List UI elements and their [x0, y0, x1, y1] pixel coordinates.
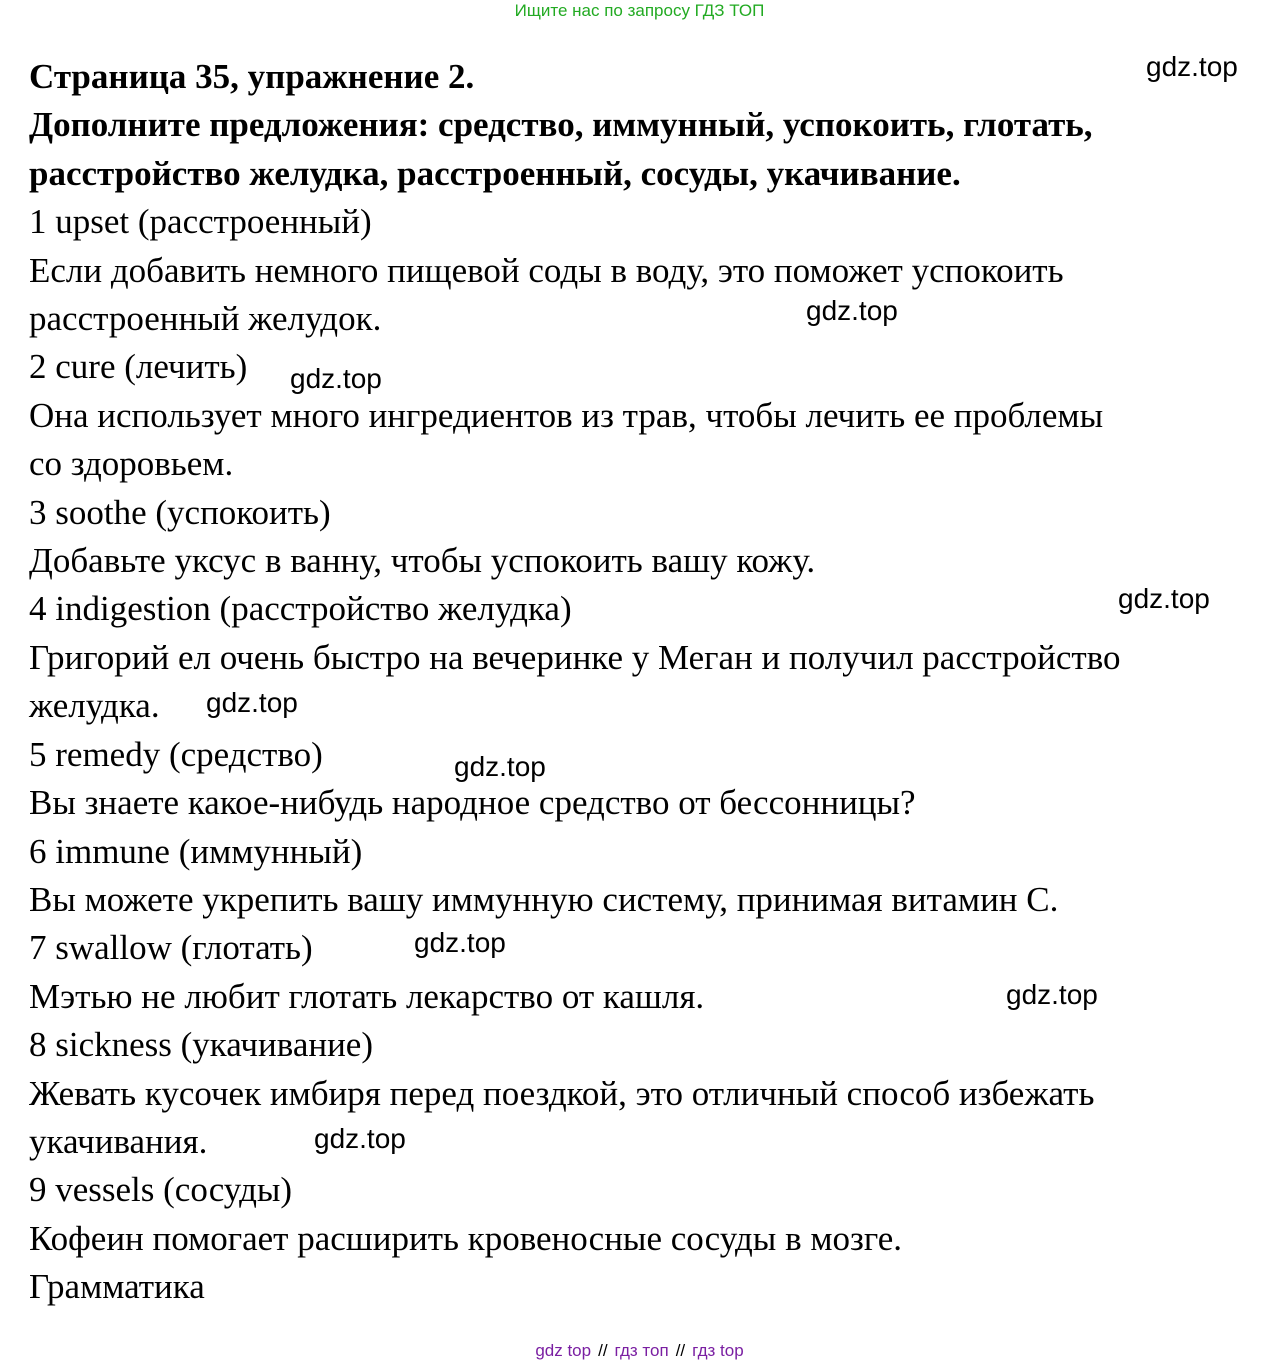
item-9-heading: 9 vessels (сосуды)	[29, 1170, 293, 1210]
page-title: Страница 35, упражнение 2.	[29, 57, 475, 96]
item-6-heading: 6 immune (иммунный)	[29, 831, 363, 871]
item-9-sentence-line-1: Кофеин помогает расширить кровеносные сосуды в мозге.	[29, 1218, 903, 1258]
item-7-heading: 7 swallow (глотать)	[29, 928, 313, 968]
footer-link-gdz-top-ru[interactable]: гдз топ	[614, 1341, 669, 1360]
watermark: gdz.top	[290, 363, 382, 394]
item-4-sentence-line-1: Григорий ел очень быстро на вечеринке у Меган и получил расстройство	[29, 637, 1121, 677]
item-3-heading: 3 soothe (успокоить)	[29, 492, 331, 532]
task-instruction-line-2: расстройство желудка, расстроенный, сосуды, укачивание.	[29, 153, 961, 193]
item-4-heading: 4 indigestion (расстройство желудка)	[29, 589, 572, 629]
item-2-sentence-line-2: со здоровьем.	[29, 444, 234, 484]
footer-link-gdz-top-mixed[interactable]: гдз top	[692, 1341, 744, 1360]
footer-separator: //	[598, 1341, 608, 1360]
item-1-heading: 1 upset (расстроенный)	[29, 202, 372, 242]
item-1-sentence-line-2: расстроенный желудок.	[29, 299, 382, 339]
item-2-sentence-line-1: Она использует много ингредиентов из трав, чтобы лечить ее проблемы	[29, 395, 1104, 435]
watermark: gdz.top	[1006, 979, 1098, 1010]
item-5-heading: 5 remedy (средство)	[29, 734, 323, 774]
item-8-heading: 8 sickness (укачивание)	[29, 1025, 374, 1065]
watermark: gdz.top	[414, 927, 506, 958]
top-banner	[0, 1, 1279, 21]
watermark: gdz.top	[806, 295, 898, 326]
item-7-sentence-line-1: Мэтью не любит глотать лекарство от кашля.	[29, 976, 705, 1016]
item-5-sentence-line-1: Вы знаете какое-нибудь народное средство от бессонницы?	[29, 783, 916, 823]
footer-separator: //	[675, 1341, 686, 1360]
item-1-sentence-line-1: Если добавить немного пищевой соды в воду, это поможет успокоить	[29, 250, 1064, 290]
watermark: gdz.top	[1146, 51, 1238, 82]
item-2-heading: 2 cure (лечить)	[29, 347, 248, 387]
footer-link-gdz-top[interactable]: gdz top	[535, 1341, 592, 1360]
watermark: gdz.top	[454, 751, 546, 782]
banner-text: Ищите нас по запросу ГДЗ ТОП	[514, 1, 765, 20]
item-3-sentence-line-1: Добавьте уксус в ванну, чтобы успокоить вашу кожу.	[29, 541, 816, 581]
item-6-sentence-line-1: Вы можете укрепить вашу иммунную систему, принимая витамин С.	[29, 879, 1059, 919]
footer-links	[0, 1340, 1279, 1362]
watermark: gdz.top	[314, 1123, 406, 1154]
watermark: gdz.top	[206, 687, 298, 718]
item-4-sentence-line-2: желудка.	[29, 686, 160, 726]
exercise-content	[29, 53, 1269, 1312]
item-8-sentence-line-1: Жевать кусочек имбиря перед поездкой, это отличный способ избежать	[29, 1073, 1095, 1113]
item-8-sentence-line-2: укачивания.	[29, 1121, 208, 1161]
watermark: gdz.top	[1118, 583, 1210, 614]
section-footer-title: Грамматика	[29, 1267, 205, 1307]
task-instruction-line-1: Дополните предложения: средство, иммунный, успокоить, глотать,	[29, 105, 1093, 145]
